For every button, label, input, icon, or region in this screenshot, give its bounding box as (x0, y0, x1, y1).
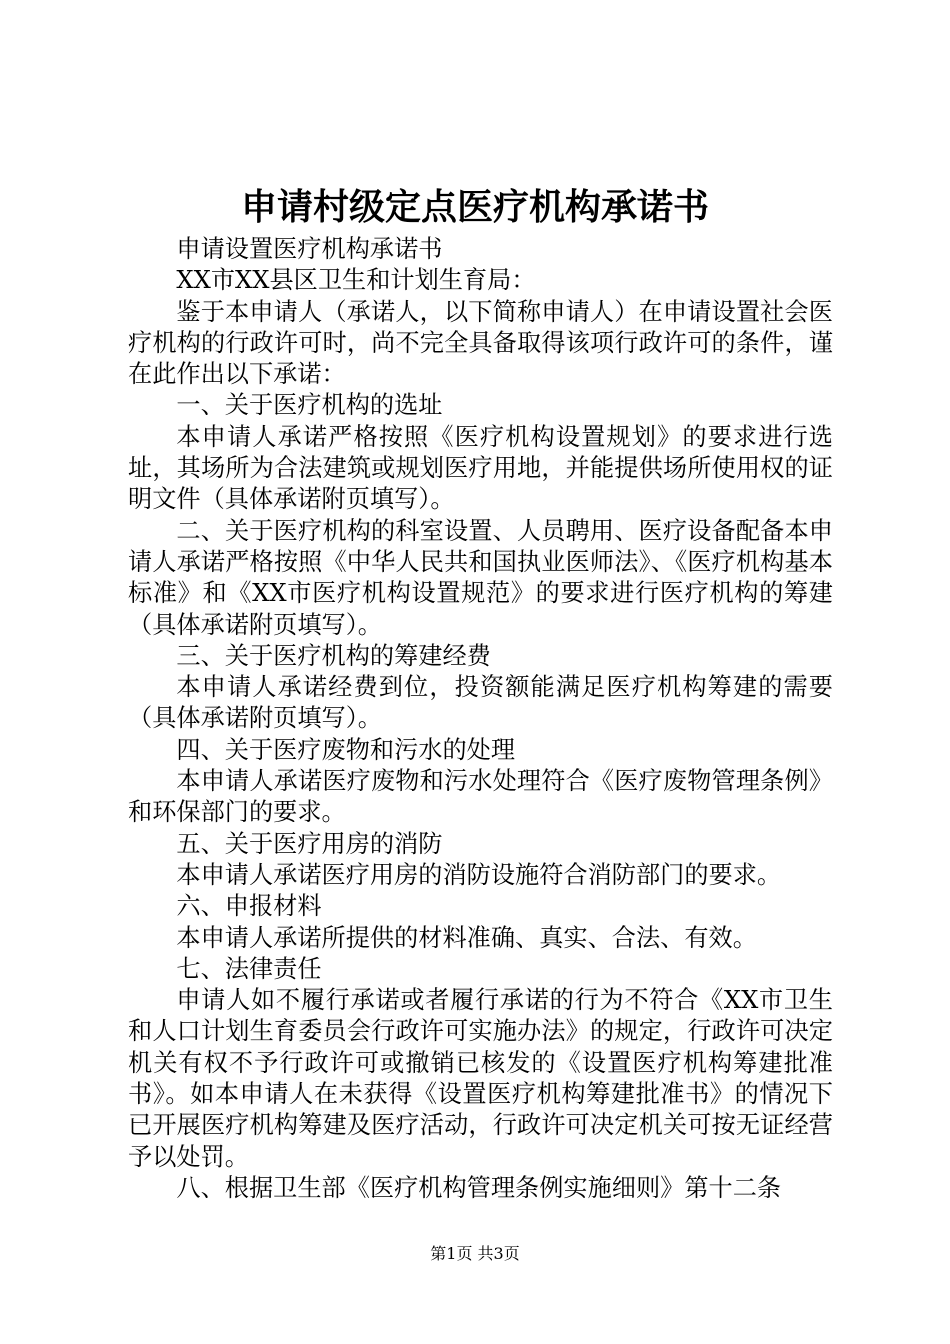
section-heading: 五、关于医疗用房的消防 (176, 829, 443, 858)
paragraph: 八、根据卫生部《医疗机构管理条例实施细则》第十二条 (176, 1173, 782, 1202)
section-heading: 四、关于医疗废物和污水的处理 (176, 735, 516, 764)
paragraph: XX市XX县区卫生和计划生育局： (176, 266, 536, 295)
paragraph: 鉴于本申请人（承诺人，以下简称申请人）在申请设置社会医疗机构的行政许可时，尚不完全具备取得该项行政许可的条件，谨在此作出以下承诺： (128, 297, 833, 389)
paragraph: 本申请人承诺严格按照《医疗机构设置规划》的要求进行选址，其场所为合法建筑或规划医疗用地，并能提供场所使用权的证明文件（具体承诺附页填写）。 (128, 422, 833, 514)
section-heading: 一、关于医疗机构的选址 (176, 391, 443, 420)
paragraph: 申请人如不履行承诺或者履行承诺的行为不符合《XX市卫生和人口计划生育委员会行政许可实施办法》的规定，行政许可决定机关有权不予行政许可或撤销已核发的《设置医疗机构筹建批准书》。如本申请人在未获得《设置医疗机构筹建批准书》的情况下已开展医疗机构筹建及医疗活动，行政许可决定机关可按无证经营予以处罚。 (128, 986, 833, 1171)
section-heading: 六、申报材料 (176, 892, 322, 921)
paragraph: 本申请人承诺所提供的材料准确、真实、合法、有效。 (176, 923, 757, 952)
page-footer: 第1页 共3页 (430, 1244, 520, 1263)
paragraph: 本申请人承诺医疗废物和污水处理符合《医疗废物管理条例》和环保部门的要求。 (128, 767, 833, 827)
document-body (128, 234, 833, 1204)
document-title: 申请村级定点医疗机构承诺书 (240, 187, 709, 228)
section-heading: 三、关于医疗机构的筹建经费 (176, 641, 491, 670)
paragraph: 本申请人承诺经费到位，投资额能满足医疗机构筹建的需要（具体承诺附页填写）。 (128, 673, 833, 733)
paragraph: 二、关于医疗机构的科室设置、人员聘用、医疗设备配备本申请人承诺严格按照《中华人民共和国执业医师法》、《医疗机构基本标准》和《XX市医疗机构设置规范》的要求进行医疗机构的筹建（具体承诺附页填写）。 (128, 516, 833, 639)
section-heading: 七、法律责任 (176, 954, 322, 983)
paragraph: 本申请人承诺医疗用房的消防设施符合消防部门的要求。 (176, 860, 782, 889)
paragraph: 申请设置医疗机构承诺书 (176, 235, 443, 263)
